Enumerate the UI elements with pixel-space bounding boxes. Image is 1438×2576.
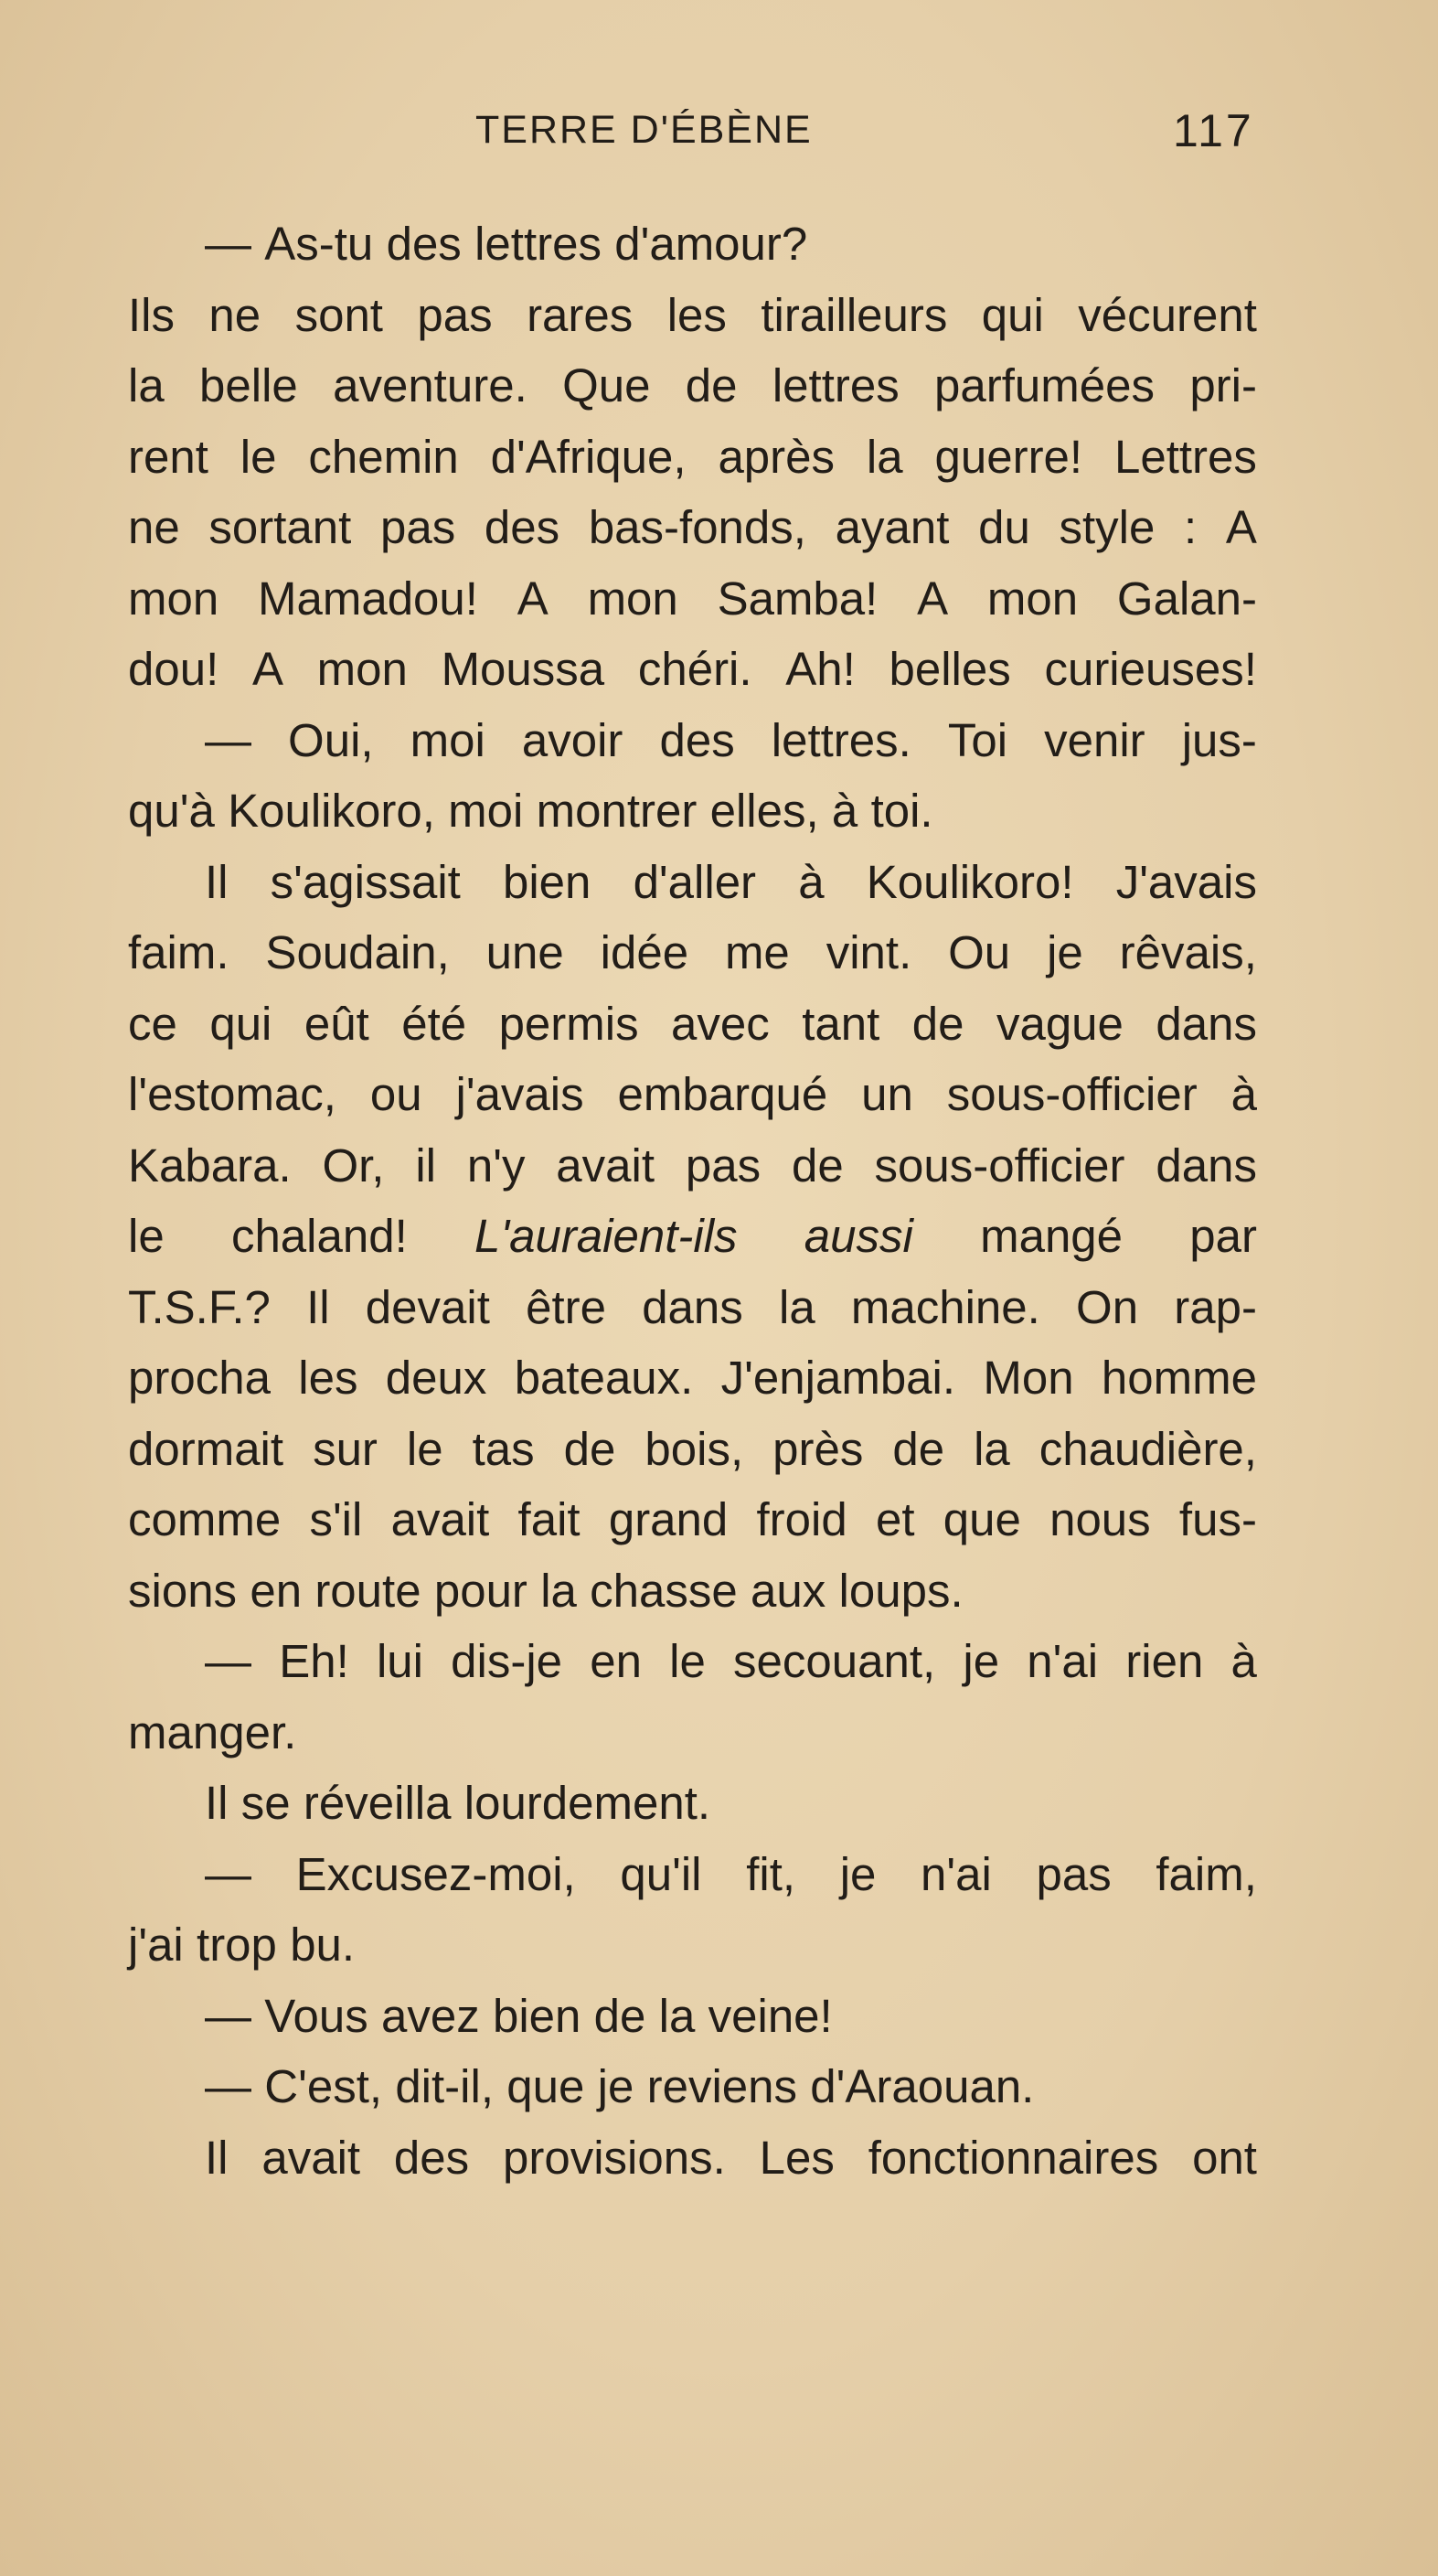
word: mangé: [980, 1210, 1124, 1263]
word: idée: [600, 926, 689, 979]
word: —: [205, 2060, 251, 2113]
word: vague: [996, 997, 1124, 1050]
word: de: [593, 1989, 646, 2042]
word: que: [943, 1493, 1021, 1546]
word: —: [205, 1847, 251, 1900]
word: lourdement.: [463, 1777, 711, 1830]
word: fait: [517, 1493, 581, 1546]
word: —: [205, 1635, 251, 1688]
text-line: [128, 1484, 1257, 1555]
word: faim,: [1156, 1847, 1257, 1900]
word: deux: [385, 1352, 487, 1405]
word: dans: [642, 1280, 743, 1333]
word: Galan-: [1116, 572, 1257, 625]
word: fus-: [1178, 1493, 1257, 1546]
text-line: [128, 1909, 1257, 1981]
word: belles: [889, 643, 1011, 696]
word: lui: [376, 1635, 423, 1688]
word: A: [251, 643, 283, 696]
word: en: [250, 1564, 303, 1617]
word: avait: [390, 1493, 490, 1546]
word: me: [724, 926, 790, 979]
word: rent: [128, 430, 208, 483]
text-line: [128, 208, 1257, 280]
word: une: [485, 926, 564, 979]
word: qui: [981, 288, 1044, 341]
word: avait: [556, 1138, 655, 1192]
word: tas: [472, 1422, 535, 1475]
word: devait: [365, 1280, 490, 1333]
word: un: [861, 1068, 913, 1121]
word: Vous: [264, 1989, 368, 2042]
word: des: [393, 2131, 470, 2184]
text-line: [128, 1981, 1257, 2052]
word: bien: [492, 1989, 581, 2042]
word: chasse: [590, 1564, 738, 1617]
text-line: [128, 2051, 1257, 2122]
word: n'y: [466, 1138, 526, 1192]
text-line: [128, 1130, 1257, 1202]
word: avait: [261, 2131, 361, 2184]
word: A: [1225, 501, 1257, 554]
word: chemin: [308, 430, 459, 483]
word: procha: [128, 1352, 271, 1405]
word: être: [526, 1280, 606, 1333]
word: fit,: [746, 1847, 796, 1900]
word: de: [892, 1422, 945, 1475]
word: mon: [316, 643, 408, 696]
word: pour: [433, 1564, 527, 1617]
word: de: [911, 997, 964, 1050]
word: pas: [685, 1138, 762, 1192]
text-line: [128, 1626, 1257, 1697]
word: aussi: [804, 1210, 913, 1263]
word: chaudière,: [1039, 1422, 1257, 1475]
word: As-tu: [264, 218, 374, 271]
word: aventure.: [333, 359, 527, 412]
word: faim.: [128, 926, 229, 979]
word: s'agissait: [270, 855, 461, 908]
word: l'estomac,: [128, 1068, 336, 1121]
text-line: [128, 634, 1257, 705]
word: secouant,: [733, 1635, 936, 1688]
word: avoir: [521, 713, 623, 766]
word: Koulikoro,: [228, 785, 435, 838]
word: J'enjambai.: [720, 1352, 956, 1405]
word: lettres: [474, 218, 602, 271]
word: à: [1230, 1635, 1257, 1688]
word: rêvais,: [1119, 926, 1257, 979]
word: je: [839, 1847, 877, 1900]
word: les: [298, 1352, 358, 1405]
word: dormait: [128, 1422, 284, 1475]
word: sous-officier: [946, 1068, 1198, 1121]
word: Oui,: [288, 713, 374, 766]
word: Que: [562, 359, 651, 412]
word: d'Araouan.: [810, 2060, 1035, 2113]
text-line: [128, 917, 1257, 989]
word: que: [506, 2060, 585, 2113]
word: ce: [128, 997, 177, 1050]
text-line: [128, 280, 1257, 351]
text-line: [128, 1697, 1257, 1769]
word: près: [772, 1422, 864, 1475]
word: la: [778, 1280, 815, 1333]
text-line: [128, 2122, 1257, 2194]
word: le: [669, 1635, 706, 1688]
word: à: [798, 855, 825, 908]
word: On: [1076, 1280, 1139, 1333]
word: fonctionnaires: [868, 2131, 1159, 2184]
word: T.S.F.?: [128, 1280, 271, 1333]
word: pri-: [1189, 359, 1257, 412]
word: jus-: [1181, 713, 1257, 766]
word: j'ai: [128, 1919, 184, 1972]
page-number: 117: [1173, 105, 1254, 156]
word: loups.: [838, 1564, 964, 1617]
word: rap-: [1174, 1280, 1257, 1333]
text-line: [128, 1555, 1257, 1627]
word: trop: [197, 1919, 277, 1972]
word: je: [963, 1635, 1000, 1688]
word: je: [1047, 926, 1083, 979]
text-line: [128, 1342, 1257, 1414]
word: Mon: [983, 1352, 1074, 1405]
word: vécurent: [1078, 288, 1257, 341]
word: le: [240, 430, 277, 483]
word: Moussa: [441, 643, 605, 696]
word: Ah!: [785, 643, 856, 696]
word: sous-officier: [874, 1138, 1125, 1192]
word: sortant: [208, 501, 352, 554]
word: mon: [986, 572, 1079, 625]
word: Il: [205, 2131, 229, 2184]
text-line: [128, 1839, 1257, 1910]
text-line: [128, 775, 1257, 847]
word: dis-je: [451, 1635, 563, 1688]
word: toi.: [870, 785, 933, 838]
word: ne: [208, 288, 261, 341]
word: guerre!: [934, 430, 1083, 483]
text-line: [128, 1272, 1257, 1343]
word: moi: [410, 713, 485, 766]
word: la: [128, 359, 165, 412]
word: veine!: [708, 1989, 833, 2042]
word: les: [666, 288, 727, 341]
word: et: [875, 1493, 915, 1546]
word: du: [978, 501, 1030, 554]
word: été: [401, 997, 467, 1050]
text-line: [128, 1768, 1257, 1839]
word: avec: [671, 997, 770, 1050]
word: n'ai: [921, 1847, 992, 1900]
word: de: [563, 1422, 616, 1475]
word: chéri.: [637, 643, 752, 696]
word: Il: [306, 1280, 330, 1333]
word: grand: [608, 1493, 729, 1546]
word: qui: [209, 997, 272, 1050]
word: dans: [1156, 1138, 1257, 1192]
word: Koulikoro!: [866, 855, 1074, 908]
word: avez: [380, 1989, 480, 2042]
word: pas: [417, 288, 493, 341]
word: elles,: [709, 785, 819, 838]
word: sont: [294, 288, 383, 341]
word: d'aller: [633, 855, 757, 908]
word: il: [415, 1138, 436, 1192]
word: provisions.: [503, 2131, 726, 2184]
word: lettres.: [771, 713, 911, 766]
word: machine.: [850, 1280, 1040, 1333]
word: nous: [1049, 1493, 1151, 1546]
word: bas-fonds,: [588, 501, 806, 554]
word: manger.: [128, 1705, 297, 1758]
word: rares: [527, 288, 634, 341]
body-text: [128, 208, 1257, 2193]
word: Il: [205, 855, 229, 908]
word: mon: [587, 572, 678, 625]
word: Excusez-moi,: [295, 1847, 576, 1900]
word: j'avais: [455, 1068, 584, 1121]
text-line: [128, 989, 1257, 1060]
word: vint.: [826, 926, 912, 979]
word: chaland!: [230, 1210, 408, 1263]
word: L'auraient-ils: [474, 1210, 738, 1263]
word: Samba!: [717, 572, 879, 625]
word: Lettres: [1113, 430, 1257, 483]
word: moi: [448, 785, 524, 838]
text-line: [128, 847, 1257, 918]
word: ou: [369, 1068, 422, 1121]
word: tant: [802, 997, 880, 1050]
word: Il: [205, 1777, 229, 1830]
text-line: [128, 705, 1257, 776]
word: bien: [502, 855, 591, 908]
word: la: [658, 1989, 696, 2042]
word: de: [685, 359, 738, 412]
word: A: [917, 572, 949, 625]
word: style: [1059, 501, 1156, 554]
word: Or,: [322, 1138, 385, 1192]
word: bateaux.: [514, 1352, 694, 1405]
word: le: [406, 1422, 443, 1475]
word: dit-il,: [395, 2060, 494, 2113]
word: J'avais: [1115, 855, 1257, 908]
word: A: [517, 572, 549, 625]
word: des: [659, 713, 735, 766]
text-line: [128, 563, 1257, 635]
word: en: [590, 1635, 642, 1688]
word: lettres: [772, 359, 900, 412]
text-line: [128, 1201, 1257, 1272]
word: permis: [498, 997, 639, 1050]
word: aux: [751, 1564, 826, 1617]
word: de: [791, 1138, 844, 1192]
word: je: [597, 2060, 634, 2113]
word: ayant: [835, 501, 950, 554]
word: montrer: [536, 785, 698, 838]
word: mon: [128, 572, 219, 625]
text-line: [128, 492, 1257, 563]
word: pas: [380, 501, 456, 554]
word: pas: [1036, 1847, 1112, 1900]
word: sur: [313, 1422, 378, 1475]
word: homme: [1101, 1352, 1257, 1405]
word: —: [205, 1989, 251, 2042]
word: la: [866, 430, 903, 483]
word: par: [1189, 1210, 1257, 1263]
word: la: [974, 1422, 1010, 1475]
word: dans: [1156, 997, 1257, 1050]
word: se: [240, 1777, 291, 1830]
word: route: [314, 1564, 421, 1617]
word: après: [718, 430, 836, 483]
word: à: [1230, 1068, 1257, 1121]
text-line: [128, 350, 1257, 422]
word: le: [128, 1210, 165, 1263]
word: froid: [756, 1493, 847, 1546]
word: ne: [128, 501, 180, 554]
word: curieuses!: [1044, 643, 1257, 696]
word: :: [1184, 501, 1198, 554]
word: sions: [128, 1564, 238, 1617]
text-line: [128, 1414, 1257, 1485]
word: d'amour?: [614, 218, 808, 271]
word: tirailleurs: [761, 288, 948, 341]
word: qu'il: [620, 1847, 702, 1900]
word: des: [386, 218, 462, 271]
word: Kabara.: [128, 1138, 292, 1192]
word: ont: [1192, 2131, 1257, 2184]
word: embarqué: [617, 1068, 828, 1121]
word: parfumées: [934, 359, 1155, 412]
word: Les: [759, 2131, 835, 2184]
word: réveilla: [303, 1777, 452, 1830]
text-line: [128, 422, 1257, 493]
word: bu.: [290, 1919, 356, 1972]
word: C'est,: [264, 2060, 383, 2113]
word: Toi: [947, 713, 1008, 766]
running-title: TERRE D'ÉBÈNE: [475, 108, 813, 152]
word: belle: [199, 359, 298, 412]
word: qu'à: [128, 785, 215, 838]
word: Mamadou!: [258, 572, 478, 625]
text-line: [128, 1059, 1257, 1130]
word: n'ai: [1027, 1635, 1099, 1688]
word: Ils: [128, 288, 175, 341]
word: comme: [128, 1493, 282, 1546]
word: —: [205, 713, 251, 766]
word: des: [484, 501, 560, 554]
word: s'il: [309, 1493, 363, 1546]
word: Soudain,: [265, 926, 450, 979]
word: la: [540, 1564, 577, 1617]
word: Ou: [948, 926, 1011, 979]
word: venir: [1044, 713, 1145, 766]
word: eût: [304, 997, 369, 1050]
word: reviens: [646, 2060, 797, 2113]
word: Eh!: [279, 1635, 349, 1688]
word: à: [831, 785, 858, 838]
word: dou!: [128, 643, 219, 696]
word: bois,: [644, 1422, 744, 1475]
word: d'Afrique,: [490, 430, 687, 483]
word: —: [205, 218, 251, 271]
word: rien: [1125, 1635, 1204, 1688]
